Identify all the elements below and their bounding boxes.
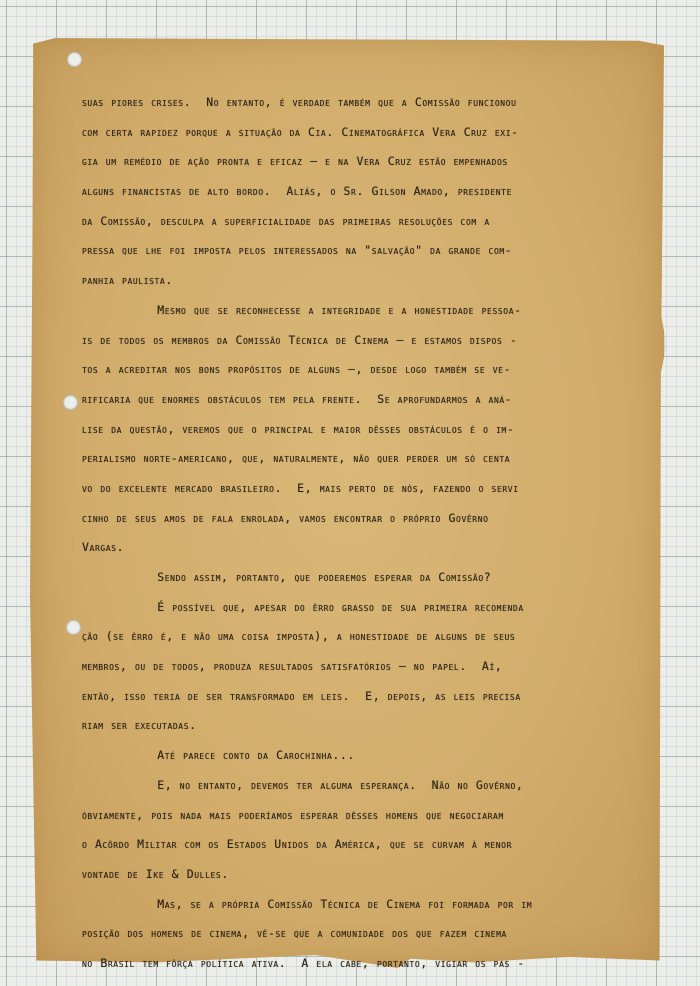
text-line: Mesmo que se reconhecesse a integridade e a honestidade pessoa- — [82, 302, 522, 317]
text-line: É possível que, apesar do êrro grasso de sua primeira recomenda — [82, 599, 524, 614]
text-line: ção (se êrro é, e não uma coisa imposta), a honestidade de alguns de seus — [82, 629, 516, 644]
text-line: pressa que lhe foi imposta pelos interessados na "salvação" da grande com- — [82, 243, 513, 258]
text-line: vo do excelente mercado brasileiro. E, mais perto de nós, fazendo o servi — [82, 480, 519, 495]
text-line: rificaria que enormes obstáculos tem pela frente. Se aprofundarmos a aná- — [82, 391, 513, 406]
text-line: posição dos homens de cinema, vê-se que a comunidade dos que fazem cinema — [82, 926, 507, 941]
text-line: membros, ou de todos, produza resultados satisfatórios — no papel. Aí, — [82, 659, 503, 674]
typewritten-text — [82, 88, 642, 979]
text-line: gia um remédio de ação pronta e eficaz — e na Vera Cruz estão empenhados — [82, 154, 508, 169]
punch-hole-middle — [63, 395, 78, 410]
text-line: suas piores crises. No entanto, é verdade também que a Comissão funcionou — [82, 95, 517, 109]
text-line: Vargas. — [82, 540, 125, 555]
punch-hole-top — [67, 52, 82, 67]
text-line: vontade de Ike & Dulles. — [82, 866, 229, 881]
text-line: Até parece conto da Carochinha... — [82, 748, 355, 763]
text-line: no Brasil tem fôrça política ativa. A ela cabe, portanto, vigiar os pas - — [82, 955, 525, 970]
punch-hole-bottom — [66, 620, 81, 635]
text-line: òbviamente, pois nada mais poderíamos esperar dêsses homens que negociaram — [82, 807, 504, 822]
text-line: lise da questão, veremos que o principal e maior dêsses obstáculos é o im- — [82, 421, 515, 436]
text-line: da Comissão, desculpa a superficialidade das primeiras resoluções com a — [82, 213, 490, 228]
text-line: perialismo norte-americano, que, naturalmente, não quer perder um só centa — [82, 451, 511, 466]
text-line: Mas, se a própria Comissão Técnica de Cinema foi formada por im — [82, 896, 533, 911]
text-line: então, isso teria de ser transformado em leis. E, depois, as leis precisa — [82, 688, 521, 703]
text-line: alguns financistas de alto bordo. Aliás, o Sr. Gilson Amado, presidente — [82, 184, 513, 199]
text-line: Sendo assim, portanto, que poderemos esperar da Comissão? — [82, 570, 492, 584]
text-line: riam ser executadas. — [82, 718, 197, 733]
text-line: tos a acreditar nos bons propósitos de alguns —, desde logo também se ve- — [82, 362, 512, 377]
text-line: com certa rapidez porque a situação da Cia. Cinematográfica Vera Cruz exi- — [82, 124, 519, 139]
text-line: E, no entanto, devemos ter alguma esperança. Não no Govêrno, — [82, 777, 524, 792]
text-line: o Acôrdo Militar com os Estados Unidos da América, que se curvam à menor — [82, 837, 513, 852]
text-line: is de todos os membros da Comissão Técnica de Cinema — e estamos dispos - — [82, 332, 518, 347]
text-line: panhia paulista. — [82, 273, 173, 288]
text-line: cinho de seus amos de fala enrolada, vamos encontrar o próprio Govêrno — [82, 510, 489, 525]
